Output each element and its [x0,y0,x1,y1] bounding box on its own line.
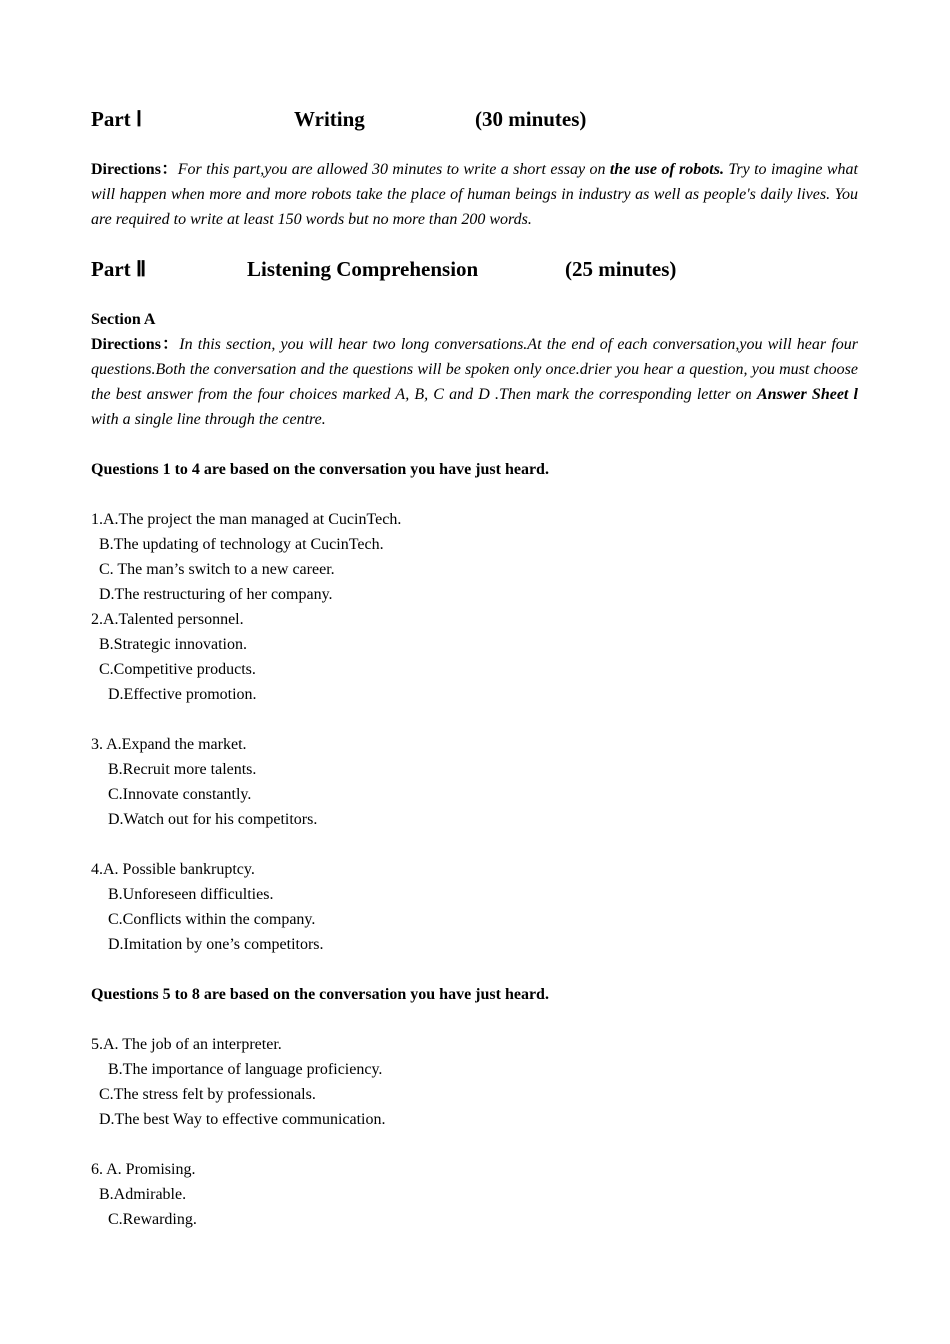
part2-title: Listening Comprehension [247,257,479,281]
directions-text: with a single line through the centre. [91,411,326,428]
part1-title: Writing [294,107,365,131]
part1-label: Part Ⅰ [91,107,143,131]
directions-text: Try to imagine what will happen when more and more robots take the place of human beings in industry as well as people's daily lives. You are required to write at least 150 words but no more than 200 words. [91,161,858,228]
question-option: 3. A.Expand the market. [91,736,247,753]
question-option: 4.A. Possible bankruptcy. [91,861,255,878]
question-option: 1.A.The project the man managed at CucinTech. [91,511,402,528]
question-option: 2.A.Talented personnel. [91,611,244,628]
group1-header: Questions 1 to 4 are based on the conversation you have just heard. [91,461,549,478]
question-option: B.The updating of technology at CucinTech. [99,536,384,553]
question-option: 5.A. The job of an interpreter. [91,1036,282,1053]
question-option: D.The best Way to effective communication. [99,1111,386,1128]
part2-time: (25 minutes) [565,257,677,281]
question-option: D.The restructuring of her company. [99,586,333,603]
directions-text: In this section, you will hear two long conversations.At the end of each conversation,you will hear four questions.Both the conversation and the questions will be spoken only once.drier you hear a question, you must choose the best answer from the four choices marked A, B, C and D .Then mark the corresponding letter on [91,336,858,403]
exam-page [91,107,858,1232]
part1-time: (30 minutes) [475,107,587,131]
question-option: C.The stress felt by professionals. [99,1086,316,1103]
question-option: 6. A. Promising. [91,1161,196,1178]
question-option: C.Innovate constantly. [108,786,252,803]
question-option: B.Recruit more talents. [108,761,257,778]
question-option: D.Effective promotion. [108,686,257,703]
directions-text: For this part,you are allowed 30 minutes to write a short essay on [177,161,610,178]
question-option: B.The importance of language proficiency. [108,1061,383,1078]
part2-label: Part Ⅱ [91,257,147,281]
directions-label: Directions： [91,336,180,353]
question-option: D.Imitation by one’s competitors. [108,936,324,953]
group2-header: Questions 5 to 8 are based on the conversation you have just heard. [91,986,549,1003]
question-option: C.Competitive products. [99,661,256,678]
section-a-directions [91,332,858,432]
question-option: C.Rewarding. [108,1211,197,1228]
question-option: B.Strategic innovation. [99,636,247,653]
directions-label: Directions： [91,161,178,178]
answer-sheet-ref: Answer Sheet l [756,386,858,403]
question-option: B.Admirable. [99,1186,187,1203]
question-option: C.Conflicts within the company. [108,911,316,928]
part1-directions [91,157,858,232]
question-option: D.Watch out for his competitors. [108,811,318,828]
question-option: B.Unforeseen difficulties. [108,886,274,903]
essay-topic: the use of robots. [609,161,724,178]
question-option: C. The man’s switch to a new career. [99,561,335,578]
part1-heading [91,107,858,132]
section-a-heading: Section A [91,311,156,328]
part2-heading [91,257,858,282]
